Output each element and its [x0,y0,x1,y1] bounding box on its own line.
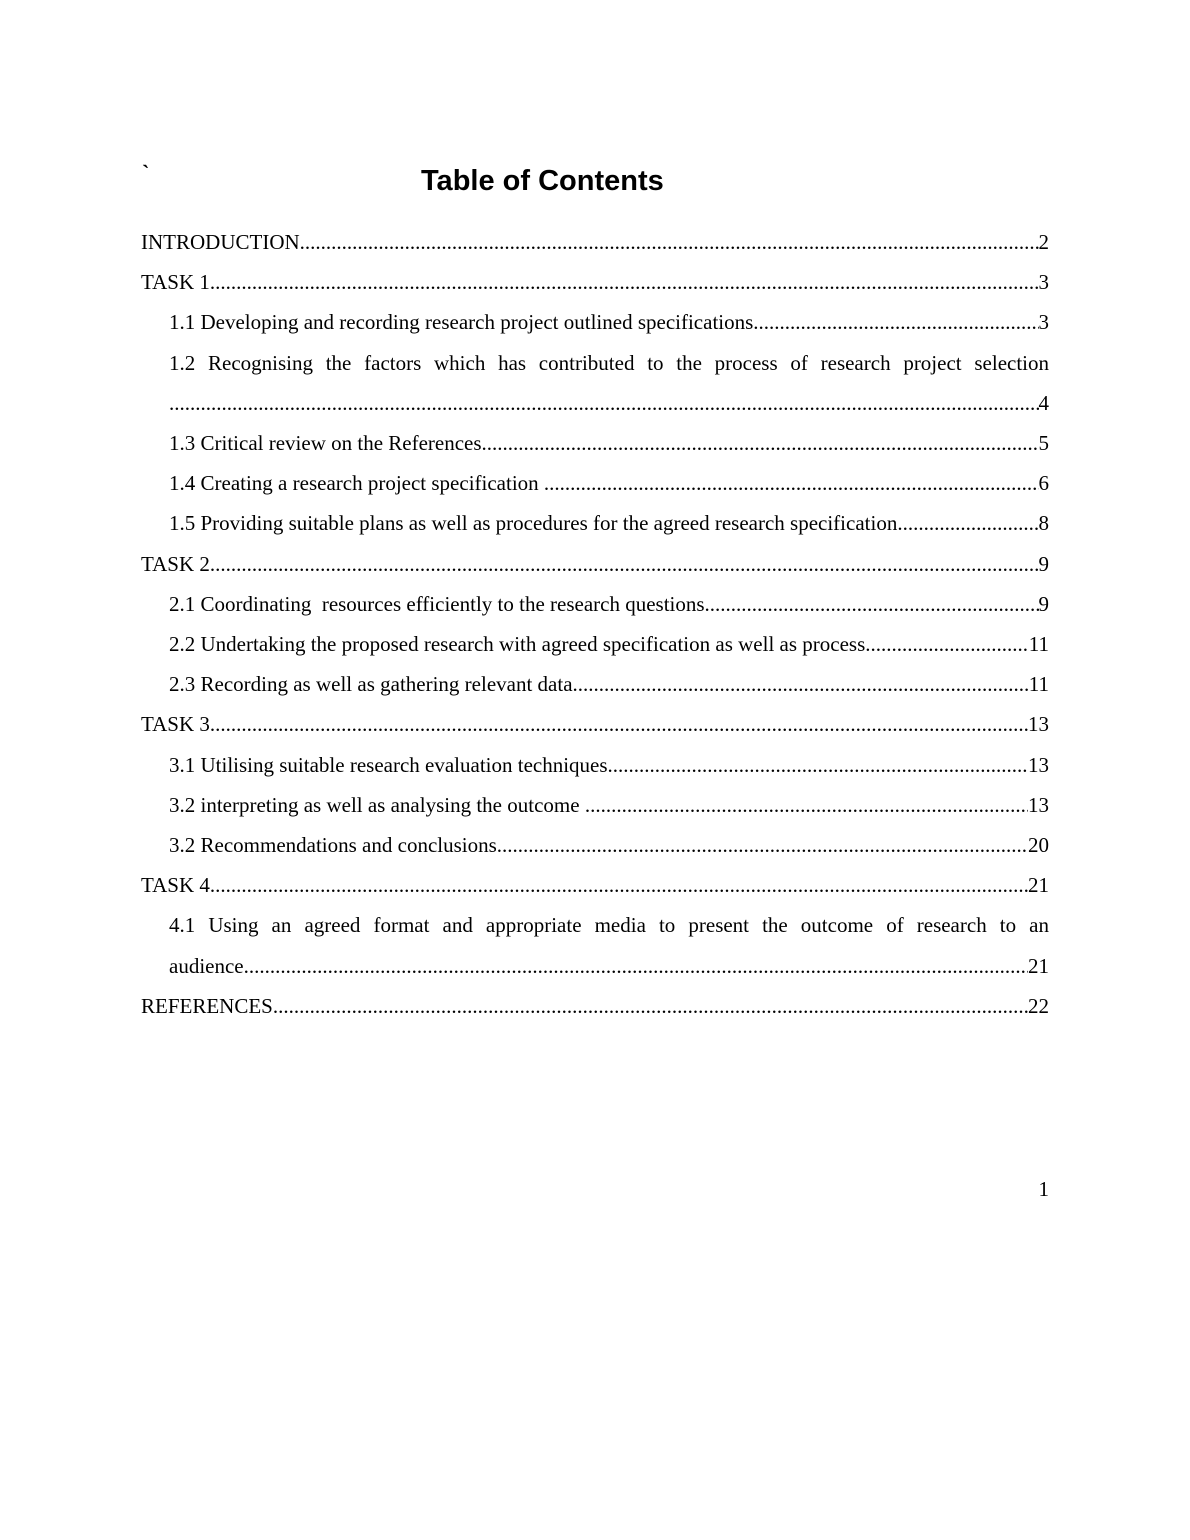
toc-entry-task-4[interactable] [141,865,1049,905]
toc-entry-page: 3 [1038,310,1049,335]
toc-entry-label: 1.2 Recognising the factors which has contributed to the process of research project selection [169,350,1049,375]
toc-entry-label: 1.1 Developing and recording research project outlined specifications [169,310,754,335]
toc-entry-page: 20 [1028,833,1049,858]
toc-entry-label: TASK 1 [141,270,210,295]
toc-entry-label: REFERENCES [141,993,273,1018]
toc-entry-label: 3.2 Recommendations and conclusions [169,833,497,858]
page-title: Table of Contents [421,165,664,197]
toc-entry-task-2[interactable] [141,544,1049,584]
leader-dots [273,986,1028,1026]
leader-dots [482,423,1039,463]
toc-entry-page: 5 [1038,431,1049,456]
toc-entry-label: 3.1 Utilising suitable research evaluation techniques [169,752,608,777]
toc-entry-label: 4.1 Using an agreed format and appropriate media to present the outcome of research to an [169,913,1049,938]
toc-entry-2-2[interactable] [141,624,1049,664]
toc-entry-label: 1.5 Providing suitable plans as well as procedures for the agreed research specification [169,511,898,536]
toc-entry-label: 2.3 Recording as well as gathering relevant data [169,672,573,697]
toc-entry-page: 11 [1028,672,1049,697]
toc-entry-label: INTRODUCTION [141,230,300,254]
toc-entry-label: 3.2 interpreting as well as analysing the outcome [169,792,585,817]
toc-entry-2-1[interactable] [141,584,1049,624]
leader-dots [210,544,1039,584]
leader-dots [585,785,1028,825]
leader-dots [544,463,1039,503]
toc-entry-label: TASK 4 [141,873,210,898]
page-number: 1 [1038,1177,1049,1201]
leader-dots [608,745,1028,785]
leader-dots [897,503,1038,543]
toc-entry-1-1[interactable] [141,302,1049,342]
toc-entry-3-2-recommendations[interactable] [141,825,1049,865]
toc-entry-task-3[interactable] [141,704,1049,744]
leader-dots [497,825,1028,865]
leader-dots [753,302,1038,342]
toc-entry-page: 8 [1038,511,1049,536]
toc-entry-page: 13 [1028,712,1049,737]
toc-entry-1-2[interactable] [141,343,1049,423]
toc-entry-page: 9 [1038,591,1049,616]
toc-entry-1-4[interactable] [141,463,1049,503]
toc-entry-page: 21 [1028,873,1049,898]
toc-entry-label: 2.1 Coordinating resources efficiently to the research questions [169,591,705,616]
leader-dots [210,865,1028,905]
toc-entry-page: 3 [1038,270,1049,295]
leader-dots [865,624,1029,664]
leader-dots [573,664,1029,704]
toc-entry-page: 21 [1028,953,1049,978]
toc-entry-label: TASK 2 [141,551,210,576]
leader-dots [244,946,1028,986]
toc-entry-1-3[interactable] [141,423,1049,463]
stray-backtick-mark: ` [142,160,150,185]
leader-dots [210,704,1028,744]
toc-entry-page: 2 [1038,230,1049,254]
toc-entry-label: 1.3 Critical review on the References [169,431,482,456]
toc-entry-label: 1.4 Creating a research project specification [169,471,544,496]
toc-entry-label: TASK 3 [141,712,210,737]
table-of-contents [141,222,1049,1026]
toc-entry-label-continued: audience [169,953,244,978]
leader-dots [169,383,1039,423]
leader-dots [210,262,1039,302]
toc-entry-page: 13 [1028,752,1049,777]
toc-entry-4-1[interactable] [141,905,1049,985]
toc-entry-task-1[interactable] [141,262,1049,302]
toc-entry-3-2-interpreting[interactable] [141,785,1049,825]
toc-entry-page: 4 [1038,390,1049,415]
toc-entry-page: 9 [1038,551,1049,576]
toc-entry-page: 13 [1028,792,1049,817]
toc-entry-references[interactable] [141,986,1049,1026]
toc-entry-2-3[interactable] [141,664,1049,704]
toc-entry-page: 6 [1038,471,1049,496]
toc-entry-page: 11 [1028,632,1049,657]
toc-entry-label: 2.2 Undertaking the proposed research with agreed specification as well as process [169,632,866,657]
leader-dots [705,584,1039,624]
toc-entry-3-1[interactable] [141,745,1049,785]
leader-dots [300,222,1039,262]
toc-entry-page: 22 [1028,993,1049,1018]
toc-entry-1-5[interactable] [141,503,1049,543]
toc-entry-introduction[interactable] [141,222,1049,262]
